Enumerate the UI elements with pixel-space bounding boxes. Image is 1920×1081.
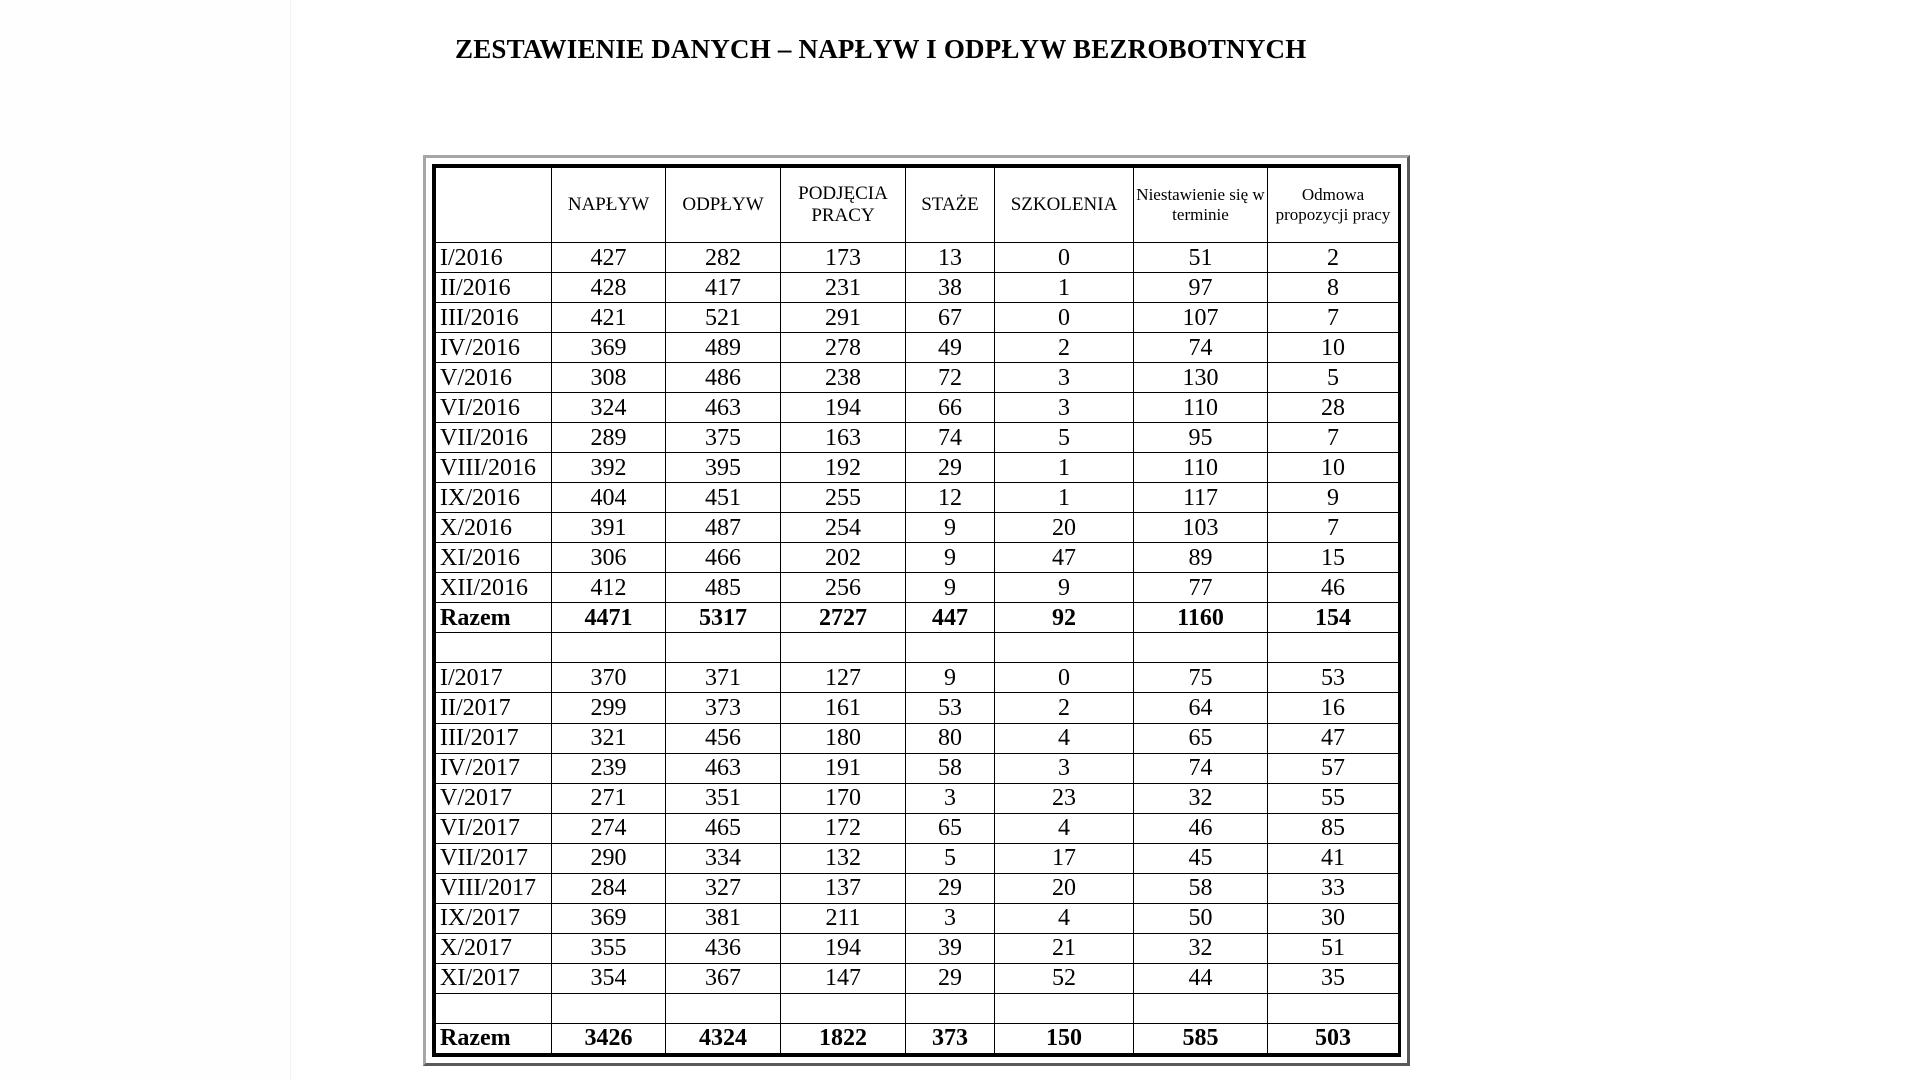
- value-cell: 367: [666, 963, 781, 993]
- table-row: [436, 753, 1399, 783]
- value-cell: 15: [1268, 543, 1399, 573]
- value-cell: 354: [552, 963, 666, 993]
- value-cell: 29: [906, 453, 995, 483]
- row-label-cell: VII/2016: [436, 423, 552, 453]
- value-cell: 65: [1134, 723, 1268, 753]
- value-cell: 75: [1134, 663, 1268, 693]
- row-label-cell: VI/2016: [436, 393, 552, 423]
- value-cell: 486: [666, 363, 781, 393]
- value-cell: 463: [666, 753, 781, 783]
- value-cell: 65: [906, 813, 995, 843]
- value-cell: 110: [1134, 393, 1268, 423]
- value-cell: 421: [552, 303, 666, 333]
- value-cell: 412: [552, 573, 666, 603]
- value-cell: 503: [1268, 1023, 1399, 1053]
- value-cell: 3: [995, 753, 1134, 783]
- value-cell: 289: [552, 423, 666, 453]
- document-title: ZESTAWIENIE DANYCH – NAPŁYW I ODPŁYW BEZROBOTNYCH: [455, 34, 1307, 64]
- value-cell: 30: [1268, 903, 1399, 933]
- value-cell: 74: [1134, 333, 1268, 363]
- value-cell: 64: [1134, 693, 1268, 723]
- table-row: [436, 483, 1399, 513]
- value-cell: 127: [781, 663, 906, 693]
- row-label-cell: [436, 633, 552, 663]
- value-cell: 89: [1134, 543, 1268, 573]
- value-cell: 391: [552, 513, 666, 543]
- value-cell: 13: [906, 243, 995, 273]
- row-label-cell: Razem: [436, 1023, 552, 1053]
- table-row: [436, 393, 1399, 423]
- table-row: [436, 843, 1399, 873]
- value-cell: 16: [1268, 693, 1399, 723]
- value-cell: 487: [666, 513, 781, 543]
- header-szkolenia: SZKOLENIA: [995, 168, 1134, 243]
- value-cell: 21: [995, 933, 1134, 963]
- value-cell: 77: [1134, 573, 1268, 603]
- value-cell: [666, 993, 781, 1023]
- value-cell: 327: [666, 873, 781, 903]
- table-row: [436, 513, 1399, 543]
- value-cell: 1: [995, 273, 1134, 303]
- value-cell: 95: [1134, 423, 1268, 453]
- row-label-cell: VII/2017: [436, 843, 552, 873]
- table-row: [436, 303, 1399, 333]
- row-label-cell: II/2017: [436, 693, 552, 723]
- value-cell: [781, 633, 906, 663]
- row-label-cell: XI/2017: [436, 963, 552, 993]
- value-cell: 28: [1268, 393, 1399, 423]
- page-margin: [0, 0, 291, 1081]
- value-cell: 4: [995, 723, 1134, 753]
- value-cell: 278: [781, 333, 906, 363]
- value-cell: 163: [781, 423, 906, 453]
- value-cell: 395: [666, 453, 781, 483]
- value-cell: 255: [781, 483, 906, 513]
- row-label-cell: I/2016: [436, 243, 552, 273]
- value-cell: 436: [666, 933, 781, 963]
- value-cell: 80: [906, 723, 995, 753]
- value-cell: 274: [552, 813, 666, 843]
- value-cell: [995, 993, 1134, 1023]
- value-cell: 180: [781, 723, 906, 753]
- value-cell: 0: [995, 303, 1134, 333]
- value-cell: 117: [1134, 483, 1268, 513]
- table-row: [436, 573, 1399, 603]
- value-cell: 66: [906, 393, 995, 423]
- value-cell: 38: [906, 273, 995, 303]
- value-cell: 2727: [781, 603, 906, 633]
- value-cell: 254: [781, 513, 906, 543]
- value-cell: 381: [666, 903, 781, 933]
- value-cell: 5317: [666, 603, 781, 633]
- value-cell: 58: [1134, 873, 1268, 903]
- header-odplyw: ODPŁYW: [666, 168, 781, 243]
- value-cell: 9: [906, 543, 995, 573]
- value-cell: 417: [666, 273, 781, 303]
- value-cell: 9: [906, 513, 995, 543]
- row-label-cell: II/2016: [436, 273, 552, 303]
- value-cell: 7: [1268, 513, 1399, 543]
- value-cell: 110: [1134, 453, 1268, 483]
- value-cell: 231: [781, 273, 906, 303]
- value-cell: 4: [995, 813, 1134, 843]
- value-cell: 147: [781, 963, 906, 993]
- header-odmowa: Odmowa propozycji pracy: [1268, 168, 1399, 243]
- spacer-row: [436, 633, 1399, 663]
- row-label-cell: X/2016: [436, 513, 552, 543]
- header-niestawienie: Niestawienie się w terminie: [1134, 168, 1268, 243]
- row-label-cell: V/2017: [436, 783, 552, 813]
- row-label-cell: III/2016: [436, 303, 552, 333]
- value-cell: 57: [1268, 753, 1399, 783]
- value-cell: 202: [781, 543, 906, 573]
- value-cell: [781, 993, 906, 1023]
- table-row: [436, 273, 1399, 303]
- value-cell: 284: [552, 873, 666, 903]
- value-cell: 392: [552, 453, 666, 483]
- table-frame: [423, 155, 1410, 1066]
- value-cell: 489: [666, 333, 781, 363]
- value-cell: 8: [1268, 273, 1399, 303]
- value-cell: 4: [995, 903, 1134, 933]
- row-label-cell: IX/2017: [436, 903, 552, 933]
- value-cell: 74: [906, 423, 995, 453]
- value-cell: 29: [906, 873, 995, 903]
- value-cell: 1822: [781, 1023, 906, 1053]
- value-cell: [1134, 993, 1268, 1023]
- value-cell: 50: [1134, 903, 1268, 933]
- value-cell: 324: [552, 393, 666, 423]
- row-label-cell: VIII/2016: [436, 453, 552, 483]
- value-cell: 321: [552, 723, 666, 753]
- unemployment-table: [435, 167, 1399, 1054]
- value-cell: 10: [1268, 333, 1399, 363]
- value-cell: 211: [781, 903, 906, 933]
- value-cell: 521: [666, 303, 781, 333]
- value-cell: 1160: [1134, 603, 1268, 633]
- value-cell: 44: [1134, 963, 1268, 993]
- value-cell: [666, 633, 781, 663]
- value-cell: 4324: [666, 1023, 781, 1053]
- value-cell: 456: [666, 723, 781, 753]
- value-cell: 463: [666, 393, 781, 423]
- value-cell: [906, 633, 995, 663]
- value-cell: 1: [995, 483, 1134, 513]
- value-cell: 585: [1134, 1023, 1268, 1053]
- value-cell: 47: [1268, 723, 1399, 753]
- header-staze: STAŻE: [906, 168, 995, 243]
- value-cell: 46: [1134, 813, 1268, 843]
- value-cell: 137: [781, 873, 906, 903]
- value-cell: 5: [1268, 363, 1399, 393]
- value-cell: [552, 993, 666, 1023]
- value-cell: 154: [1268, 603, 1399, 633]
- table-row: [436, 693, 1399, 723]
- value-cell: 238: [781, 363, 906, 393]
- value-cell: 41: [1268, 843, 1399, 873]
- row-label-cell: IX/2016: [436, 483, 552, 513]
- value-cell: 447: [906, 603, 995, 633]
- value-cell: 5: [995, 423, 1134, 453]
- value-cell: 130: [1134, 363, 1268, 393]
- value-cell: 132: [781, 843, 906, 873]
- table-row: [436, 243, 1399, 273]
- value-cell: 53: [1268, 663, 1399, 693]
- value-cell: 150: [995, 1023, 1134, 1053]
- table-row: [436, 453, 1399, 483]
- value-cell: 58: [906, 753, 995, 783]
- value-cell: 256: [781, 573, 906, 603]
- value-cell: 351: [666, 783, 781, 813]
- value-cell: 9: [906, 663, 995, 693]
- value-cell: 32: [1134, 783, 1268, 813]
- value-cell: 33: [1268, 873, 1399, 903]
- value-cell: 306: [552, 543, 666, 573]
- value-cell: 5: [906, 843, 995, 873]
- value-cell: 7: [1268, 423, 1399, 453]
- value-cell: 291: [781, 303, 906, 333]
- value-cell: 47: [995, 543, 1134, 573]
- row-label-cell: VIII/2017: [436, 873, 552, 903]
- row-label-cell: IV/2016: [436, 333, 552, 363]
- table-row: [436, 963, 1399, 993]
- value-cell: 2: [1268, 243, 1399, 273]
- value-cell: 4471: [552, 603, 666, 633]
- table-border: [432, 164, 1401, 1057]
- value-cell: 51: [1268, 933, 1399, 963]
- value-cell: 9: [995, 573, 1134, 603]
- spacer-row: [436, 993, 1399, 1023]
- value-cell: 46: [1268, 573, 1399, 603]
- header-row: [436, 168, 1399, 243]
- value-cell: 239: [552, 753, 666, 783]
- value-cell: [552, 633, 666, 663]
- value-cell: 1: [995, 453, 1134, 483]
- value-cell: 103: [1134, 513, 1268, 543]
- value-cell: 308: [552, 363, 666, 393]
- value-cell: 32: [1134, 933, 1268, 963]
- row-label-cell: VI/2017: [436, 813, 552, 843]
- value-cell: 2: [995, 693, 1134, 723]
- value-cell: 45: [1134, 843, 1268, 873]
- value-cell: 0: [995, 663, 1134, 693]
- value-cell: 191: [781, 753, 906, 783]
- value-cell: 2: [995, 333, 1134, 363]
- value-cell: 290: [552, 843, 666, 873]
- row-label-cell: I/2017: [436, 663, 552, 693]
- value-cell: 173: [781, 243, 906, 273]
- header-naplyw: NAPŁYW: [552, 168, 666, 243]
- value-cell: 369: [552, 903, 666, 933]
- value-cell: 485: [666, 573, 781, 603]
- value-cell: [1268, 993, 1399, 1023]
- table-row: [436, 423, 1399, 453]
- value-cell: 97: [1134, 273, 1268, 303]
- value-cell: 53: [906, 693, 995, 723]
- row-label-cell: X/2017: [436, 933, 552, 963]
- value-cell: 29: [906, 963, 995, 993]
- value-cell: 172: [781, 813, 906, 843]
- table-row: [436, 723, 1399, 753]
- value-cell: 334: [666, 843, 781, 873]
- value-cell: 12: [906, 483, 995, 513]
- value-cell: 282: [666, 243, 781, 273]
- value-cell: 0: [995, 243, 1134, 273]
- value-cell: 7: [1268, 303, 1399, 333]
- table-row: [436, 813, 1399, 843]
- table-body: [436, 243, 1399, 1054]
- value-cell: [906, 993, 995, 1023]
- value-cell: 10: [1268, 453, 1399, 483]
- value-cell: 375: [666, 423, 781, 453]
- value-cell: 194: [781, 933, 906, 963]
- value-cell: 49: [906, 333, 995, 363]
- value-cell: 107: [1134, 303, 1268, 333]
- value-cell: 355: [552, 933, 666, 963]
- total-row: [436, 603, 1399, 633]
- value-cell: 20: [995, 873, 1134, 903]
- value-cell: 23: [995, 783, 1134, 813]
- value-cell: 371: [666, 663, 781, 693]
- value-cell: 427: [552, 243, 666, 273]
- value-cell: 428: [552, 273, 666, 303]
- value-cell: [1134, 633, 1268, 663]
- header-period: [436, 168, 552, 243]
- value-cell: 170: [781, 783, 906, 813]
- value-cell: 74: [1134, 753, 1268, 783]
- value-cell: 299: [552, 693, 666, 723]
- value-cell: 17: [995, 843, 1134, 873]
- value-cell: 92: [995, 603, 1134, 633]
- value-cell: 39: [906, 933, 995, 963]
- value-cell: 9: [906, 573, 995, 603]
- row-label-cell: XII/2016: [436, 573, 552, 603]
- value-cell: 20: [995, 513, 1134, 543]
- table-row: [436, 933, 1399, 963]
- value-cell: 3: [906, 783, 995, 813]
- value-cell: 369: [552, 333, 666, 363]
- value-cell: 35: [1268, 963, 1399, 993]
- value-cell: 404: [552, 483, 666, 513]
- row-label-cell: III/2017: [436, 723, 552, 753]
- table-row: [436, 663, 1399, 693]
- value-cell: 67: [906, 303, 995, 333]
- table-row: [436, 363, 1399, 393]
- value-cell: 9: [1268, 483, 1399, 513]
- value-cell: 161: [781, 693, 906, 723]
- value-cell: [1268, 633, 1399, 663]
- row-label-cell: V/2016: [436, 363, 552, 393]
- value-cell: 373: [906, 1023, 995, 1053]
- value-cell: 466: [666, 543, 781, 573]
- header-podjecia-pracy: PODJĘCIA PRACY: [781, 168, 906, 243]
- value-cell: 55: [1268, 783, 1399, 813]
- value-cell: 72: [906, 363, 995, 393]
- value-cell: 451: [666, 483, 781, 513]
- row-label-cell: Razem: [436, 603, 552, 633]
- table-row: [436, 873, 1399, 903]
- row-label-cell: XI/2016: [436, 543, 552, 573]
- value-cell: 370: [552, 663, 666, 693]
- value-cell: 85: [1268, 813, 1399, 843]
- value-cell: 271: [552, 783, 666, 813]
- value-cell: [995, 633, 1134, 663]
- row-label-cell: [436, 993, 552, 1023]
- value-cell: 194: [781, 393, 906, 423]
- value-cell: 52: [995, 963, 1134, 993]
- value-cell: 3426: [552, 1023, 666, 1053]
- value-cell: 3: [906, 903, 995, 933]
- table-row: [436, 333, 1399, 363]
- table-row: [436, 903, 1399, 933]
- total-row: [436, 1023, 1399, 1053]
- value-cell: 51: [1134, 243, 1268, 273]
- value-cell: 373: [666, 693, 781, 723]
- table-row: [436, 543, 1399, 573]
- table-row: [436, 783, 1399, 813]
- value-cell: 3: [995, 363, 1134, 393]
- value-cell: 465: [666, 813, 781, 843]
- value-cell: 3: [995, 393, 1134, 423]
- row-label-cell: IV/2017: [436, 753, 552, 783]
- value-cell: 192: [781, 453, 906, 483]
